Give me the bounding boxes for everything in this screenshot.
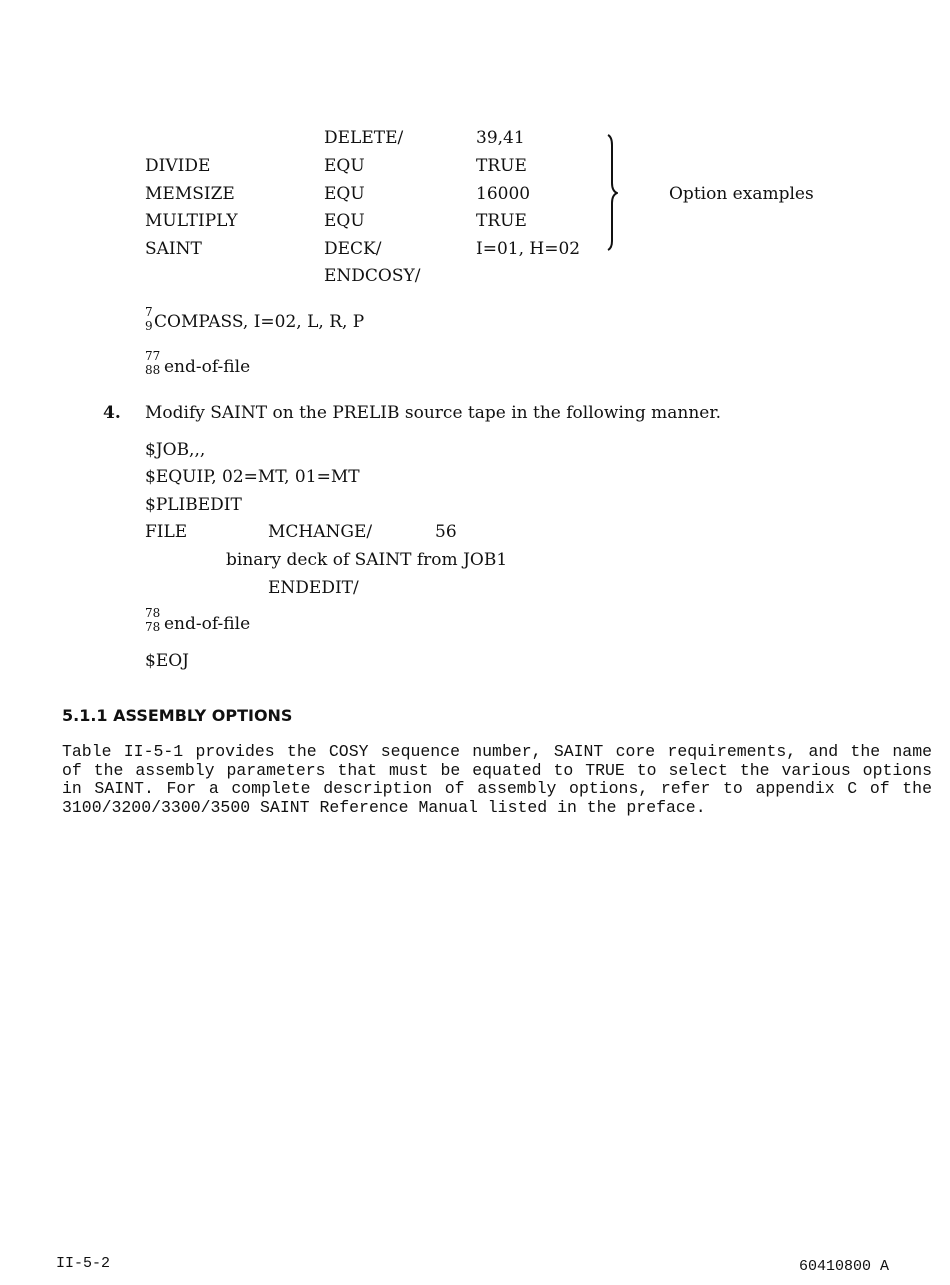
option-op: EQU xyxy=(324,184,365,204)
step-text: Modify SAINT on the PRELIB source tape in the following manner. xyxy=(145,403,721,423)
option-value: 39,41 xyxy=(476,128,525,148)
option-op: DELETE/ xyxy=(324,128,404,148)
option-name: MULTIPLY xyxy=(145,211,238,231)
compass-card-text: COMPASS, I=02, L, R, P xyxy=(154,312,365,332)
punch-bottom: 88 xyxy=(145,363,161,377)
punch-top: 7 xyxy=(145,305,153,319)
punch-top: 78 xyxy=(145,606,161,620)
option-op: EQU xyxy=(324,211,365,231)
punch-bottom: 9 xyxy=(145,319,153,333)
punch-bottom: 78 xyxy=(145,620,161,634)
eof-text: end-of-file xyxy=(164,614,251,634)
doc-number: 60410800 A xyxy=(799,1258,890,1275)
section-paragraph: Table II-5-1 provides the COSY sequence number, SAINT core requirements, and the name of the assembly parameters that must be equated to TRUE to select the various options in SAINT. For a complete description of assembly options, refer to appendix C of the 3100/3200/3300/3500 SAINT Reference Manual listed in the preface. xyxy=(62,742,932,817)
file-label: FILE xyxy=(145,522,188,542)
option-op: DECK/ xyxy=(324,239,382,259)
option-op: ENDCOSY/ xyxy=(324,266,421,286)
brace-label: Option examples xyxy=(669,184,814,204)
eof-text: end-of-file xyxy=(164,357,251,377)
equip-card: $EQUIP, 02=MT, 01=MT xyxy=(145,467,360,487)
option-value: TRUE xyxy=(476,211,527,231)
section-heading: 5.1.1 ASSEMBLY OPTIONS xyxy=(62,706,293,725)
binary-deck-note: binary deck of SAINT from JOB1 xyxy=(226,550,508,570)
step-number: 4. xyxy=(103,403,121,423)
option-op: EQU xyxy=(324,156,365,176)
option-name: MEMSIZE xyxy=(145,184,235,204)
job-card: $JOB,,, xyxy=(145,440,206,460)
endedit-card: ENDEDIT/ xyxy=(268,578,359,598)
file-op: MCHANGE/ xyxy=(268,522,373,542)
option-name: DIVIDE xyxy=(145,156,211,176)
option-name: SAINT xyxy=(145,239,202,259)
eoj-card: $EOJ xyxy=(145,651,189,671)
file-value: 56 xyxy=(435,522,457,542)
option-value: TRUE xyxy=(476,156,527,176)
right-brace-icon xyxy=(598,133,618,251)
plibedit-card: $PLIBEDIT xyxy=(145,495,242,515)
punch-top: 77 xyxy=(145,349,161,363)
option-value: 16000 xyxy=(476,184,531,204)
option-value: I=01, H=02 xyxy=(476,239,581,259)
page-number: II-5-2 xyxy=(56,1255,111,1272)
